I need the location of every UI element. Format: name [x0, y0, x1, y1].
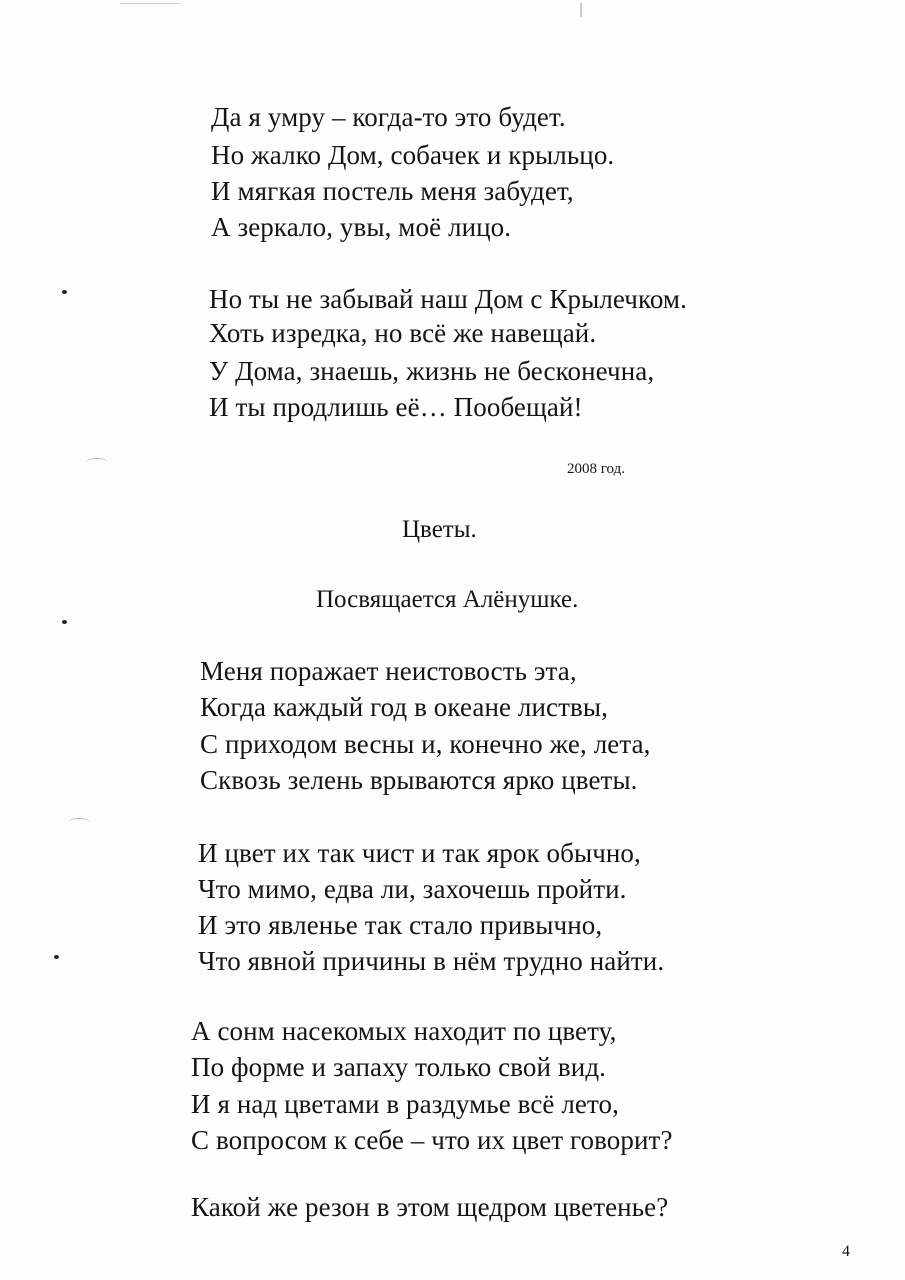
scan-dot [54, 955, 59, 959]
poem1-line: Но ты не забывай наш Дом с Крылечком. [209, 284, 687, 314]
poem2-line: Что явной причины в нём трудно найти. [198, 946, 665, 976]
poem1-line: И ты продлишь её… Пообещай! [209, 392, 583, 422]
poem2-line: И это явленье так стало привычно, [198, 910, 603, 940]
scan-artifact [580, 3, 582, 17]
poem2-line: Какой же резон в этом щедром цветенье? [191, 1192, 669, 1222]
poem2-line: А сонм насекомых находит по цвету, [191, 1016, 617, 1046]
scan-dot [62, 290, 67, 294]
poem2-line: По форме и запаху только свой вид. [191, 1052, 607, 1082]
poem2-line: Сквозь зелень врываются ярко цветы. [200, 765, 638, 795]
poem1-line: А зеркало, увы, моё лицо. [211, 212, 512, 242]
poem1-line: У Дома, знаешь, жизнь не бесконечна, [209, 356, 655, 386]
poem2-line: И я над цветами в раздумье всё лето, [191, 1089, 619, 1119]
poem1-line: Но жалко Дом, собачек и крыльцо. [211, 140, 615, 170]
poem1-line: Хоть изредка, но всё же навещай. [209, 318, 597, 348]
poem2-line: С приходом весны и, конечно же, лета, [200, 729, 651, 759]
poem1-line: И мягкая постель меня забудет, [211, 176, 574, 206]
scan-artifact [120, 3, 180, 4]
poem1-line: Да я умру – когда-то это будет. [211, 102, 566, 132]
poem2-title: Цветы. [402, 516, 477, 543]
poem2-line: И цвет их так чист и так ярок обычно, [198, 838, 641, 868]
punch-hole-mark [68, 818, 90, 827]
scan-dot [62, 620, 67, 624]
poem2-line: Когда каждый год в океане листвы, [200, 692, 608, 722]
poem2-dedication: Посвящается Алёнушке. [316, 586, 579, 613]
page-number: 4 [842, 1243, 850, 1260]
poem1-date: 2008 год. [567, 461, 625, 477]
poem2-line: Что мимо, едва ли, захочешь пройти. [198, 874, 627, 904]
poem2-line: С вопросом к себе – что их цвет говорит? [191, 1125, 673, 1155]
poem2-line: Меня поражает неистовость эта, [200, 656, 577, 686]
punch-hole-mark [86, 458, 108, 467]
